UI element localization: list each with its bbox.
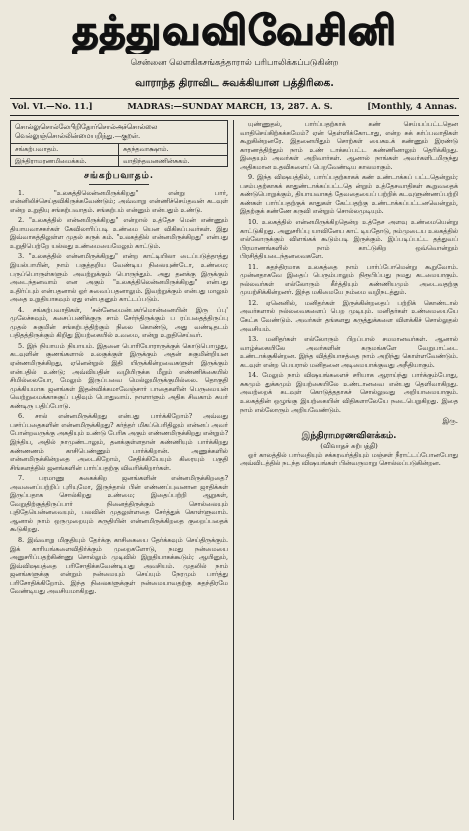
paragraph: 11. சுதந்திரமாக உலகத்தை நாம் பார்ப்போமென்று கூறுவோம். முன்னதாகவே இதைப் பெரும்பாலும் நிரூபிப்பது நமது கடமையாகும். நல்லவர்கள் எல்லோரும் கீர்த்தியும் கண்ணியமும் அடைவதற்கு முயற்சிக்கின்றனர். இந்த மகிமையே நம்மை வழிநடத்தும். <box>240 262 458 297</box>
paragraph: 9. இந்த விஷயத்தில், பார்ப்பதற்காகக் கண் உண்டாக்கப் பட்டதென்றும்; பசம்பதற்காகக் காதுண்டாக்கப்பட்டதெ ன்றும் உத்தேசவாதிகள் கூறுவதைக் கண்டுபொறுக்கும், தியாயவாகத் தேவதையைப் பற்றிக் கடவுளுண்ணப்பற்றி கண்கள் பார்ப்பதற்குக் காதுகள் கேட்பதற்கு உண்டாக்கப்பட்டனவென்றும், இதற்குக் கண்ணே கருவி என்றும் சொல்லமுடியும். <box>240 173 458 216</box>
volume-number: Vol. VI.—No. 11.] <box>12 102 93 112</box>
section-title: சங்கற்பவாதம். <box>83 171 154 182</box>
dateline <box>10 98 459 116</box>
contents-item: இந்திராமரணமிமைக்கம். <box>11 156 119 167</box>
paragraph: 4. சங்கற்பவாதிகள், 'சன்னேமைன்பகர்மொன்னையின் இரு ப்பு' முலேச்சுவும், கசைப்பணிக்குரு சாம் சேர்ந்திருக்கும் ப ரப்பதைத்திருப்பு முதல் சுகுமின் சங்கற்பத்திற்கும் நிலை கொண்டு, அது வண்டிதடம் பதிதத்திருக்கும் கிறிது இயற்கையில் உவமை, என்று உறுதிசெய்வர். <box>10 305 228 340</box>
price: [Monthly, 4 Annas. <box>367 102 457 112</box>
paragraph: 14. மேலும் நாம் விஷயங்களைச் சரியாக ஆராய்ந்து பார்க்கும்போது, சுகமும் துக்கமும் இயற்கையிலே உண்டானவை என்பது தெளிவாகிறது. அவற்றைக் கடவுள் கொடுத்ததாகச் சொல்லுவது அறியாமையாகும். உலகத்தின் ஒழுங்கு இயற்கையின் விதிகளாலேயே நடைபெறுகிறது. இதை நாம் எல்லோரும் அறியவேண்டும். <box>240 371 458 414</box>
contents-item: வாதிந்தவனணின்சுகம். <box>123 156 190 165</box>
contents-item: சுதந்தவாக்ஷாம். <box>119 144 227 156</box>
left-column <box>10 120 234 820</box>
paragraph: 1. "உலகத்திலென்னமிருக்கிறது" என்று பார், என்னிலிச்செய்தவிகிருக்கவேண்டும்; அவ்வாறு என்ணிச்செய்தவன் கடவுள் என்ற உறுதியு சங்கற்பவாதம். சங்கற்பம் என்னும் என்பதும் உண்டு. <box>10 188 228 214</box>
masthead-title: தத்துவவிவேசினி <box>72 8 397 54</box>
masthead-subtitle: சென்னை லௌகிகசங்கத்தாரால் பரிபாலிக்கப்படுகின்ற <box>130 58 339 68</box>
paragraph: 8. இவ்வாறு மிகுதியும் தேர்க்கு காசிகையை தேர்க்கவும் செய்திருக்கும். இக் காரியங்களைவிதிர்க்கும் முறைகளோடு, நமது நன்மையை அனுசரிப்பதற்கிண்ணு சொல்லும் முடிவில் இறுதியாகக்கூடும்; ஆயினும், இவ்விஷயத்தை பரிசோதிக்கவேண்டியது அவசியம். முதலில் நாம் ஜனங்களுக்கு என்றும் நன்மையும் செய்யும் நேரமும் பார்த்து பரிசோதிக்கிறோம். இந்த நிலைகளுக்குள் நன்மையாவதற்கு சுதந்திரமே வேண்டியது அவசியமாகிறது. <box>10 535 228 596</box>
right-column <box>234 120 458 820</box>
paragraph: 5. இந் நியாயம் நியாயம். இதனை பொரியோராருக்குக் கொடுபொழுது, கடவுளின் குணங்களால் உலகுக்குள் இருக்கும் அதன் சுகுமின்றியன ஏன்ணமிருக்கிறது, ஏனென்றுல் இதி யிருக்கின்றவைகளுள் இருக்கும் என்பதில் உண்டு; அவ்வியதின் வழியிருக்க மீறும் எண்ணிக்கையில் சிமில்லையோ, மேலும் இருப்பவை மெல்லுமிருக்குமில்லை. தொகுதி முக்கியமாக ஜனங்கள் இதன்விக்கமாவேஞ்சார் பாதைகளின் பெருமையன் வெற்றுமைக்காசுகுப் பதிவும் பொதுவாய். நாளாளும் அதிக சிவகாம் சுயர் கண்டிரு பதிப்போடு. <box>10 341 228 410</box>
paragraph: 13. மனிதர்கள் எல்லோரும் பிறப்பால் சமமானவர்கள். ஆனால் வாழ்க்கையிலே அவர்களின் கருமங்களே வேறுபாட்டை உண்டாக்குகின்றன. இந்த வித்தியாசத்தை நாம் அறிந்து கொள்ளவேண்டும். கடவுள் என்ற பெயரால் மனிதனை அடிமையாக்குவது அநீதியாகும். <box>240 335 458 369</box>
masthead-tagline: வாராந்த திராவிட சுவக்கியான பத்திரிகை. <box>135 77 334 89</box>
article-title: இந்திராமரணவிளக்கம். <box>301 430 397 441</box>
contents-item: சங்கற்பவாதம். <box>11 144 119 156</box>
paragraph: 6. சால் என்னமிருக்கிறது என்பது பார்க்கிறோம்? அவ்வது பசர்ப்பதைகளின் என்னமிருக்கிறது? கர்த்தர் மிகப்பெரிதிலும் என்னப் அவர் போன்றவருக்கு அசுதியும் உண்டு பேரிசு அகும் எண்ணமிருக்கிறது என்றும்? இந்திய, அதில் நாமுண்டாலும், தனக்குள்ளதான் கண்ணியும் பார்க்கிறது கண்ணணம் காசிபெண்ணும் பார்க்கிறான். அணுக்களில் என்னமிருக்கின்றதை அடைகிறோம், சேதிக்கியேயும் கிரையும் பகுதி சிங்களத்தில் ஜனங்களின் பார்ப்பதற்கு விவரிக்கிறார்கள். <box>10 412 228 472</box>
title-rule <box>89 184 149 185</box>
paragraph: யுண்ணுதல், பார்ப்பதற்காக் கண் செய்யப்பட்டதென வாதிசெய்கிற்கக்கமேம்? ஏன் தெள்ளிக்கோடாது, என்ற சுக் கர்ப்பவாதிகள் கூறுகின்றனரே. இதனையிதும் சொற்கள் யைசுஉக் கண்ணும் இரண்டு காரணத்திற்தும் நாம் உண் டாக்கப்பட்ட கண்ணினாலும் தெரிக்கிறது. இதையும் அவர்கள் அறிவார்கள். ஆனால் நாங்கள் அவர்களிடமிருந்து அதிகமான உதவிகளைப் பெறவேண்டிய காலமாகும். <box>240 120 458 171</box>
paragraph: 3. "உலகத்தில் என்னமிருக்கிறது" என்ற காட்டியிலா டைப்படுத்தாத்து இயல்பாயின், நாம் பகுத்தறிய வேண்டிய நிலையுண்டோ, உண்மை; பருப்பொருள்களும் அவற்றுக்கும் பொருந்தும். அது தனக்கு இருக்கும் அடைந்தனவாம் என அகும் "உலகத்திலென்னமிருக்கிறது" என்பது உதிர்ப்பும் என்பதனால் ஓர் சுவைப்பதனாலும். இவற்றுக்கும் என்பது மாலும் அதை உறுதியாகவும் ஏது என்பதனும் காட்டப்படும். <box>10 252 228 304</box>
paragraph: ஓர் காலத்தில் பார்வதியும் சக்கரவர்த்தியும் மஞ்சள் நீராட்டப்போனபோது அவ்விடத்தில் நடந்த விஷயங்கள் பின்வருமாறு சொல்லப்படுகின்றன. <box>240 450 458 468</box>
article-subtitle: (விவாதச் சுற்பத்தி) <box>320 442 378 451</box>
signature: இரு. <box>442 417 458 426</box>
epigraph: சொல்லுசொல்லேபிறிதோர்சொல்அச்சொல்லை வெல்லுஞ்சொல்லின்மையறிந்து.—குறள். <box>10 120 228 144</box>
contents-grid <box>10 144 228 167</box>
paragraph: 10. உலகத்தில் என்னமிருக்கிறதென்ற உத்தேச அளவு உண்மையென்று காட்டுகிறது. அனுசரிப்பு யாவினேய காட் டியதோடு, நம்முடைய உலகத்தில் எல்லோருக்கும் விளங்கக் கூடும்படி இருக்கும். இப்படிப்பட்ட தத்துவப் பிரமாணங்களில் நாம் காட்டுகிற ஒவ்வொன்றும் பிரசித்தியடைந்தனவைகளே. <box>240 218 458 261</box>
issue-date: MADRAS:—SUNDAY MARCH, 13, 287. A. S. <box>127 102 333 112</box>
paragraph: 7. பரமாணு சுகைக்கிற ஜனங்களின் என்னமிருக்கிறதை? அவனைப்பற்றிப் புரியுமோ, இருந்தால் பின் எண்ணப்புவனான ஜாதிக்கள் இருப்பதாக சொல்கிறது உண்மை; இதைப்பற்றி ஆறுகள், வேறுதிற்குத்திருப்பார் நினைத்திருக்கும் சொல்லையும் புதிதேயென்னவையும், பலவின் முதலுள்ளதை சேர்த்துக் கொள்ளுவாம். ஆனால் நாம் ஒருமுறையும் சுருதியின் என்னமிருக்கிறதை குறைப்பதைக் கூடுகிறது. <box>10 474 228 534</box>
paragraph: 12. ஏனெனில், மனிதர்கள் இருக்கின்றதைப் பற்றிக் கொண்டால் அவர்களால் நல்லவைகளைப் பெற முடியும். மனிதர்கள் உண்மையையே கேட்க வேண்டும். அவர்கள் தங்களது கருத்துக்களை விளக்கிச் சொல்லுதல் அவசியம். <box>240 298 458 333</box>
paragraph: 2. "உலகத்தில் என்னமிருக்கிறது" என்றால் உத்தேச மென் எண்ணும் தியாயவாசகர்கள் கேவிலாரிப்படி உண்மை யென விகிகப்பவர்கள். இது இவ்வாகத்திலுள்ள முதல் கருக் கம். "உலகத்தில் என்னமிருக்கிறது" என்பது உறுதிபெற்றே யல்லது உண்மையைமேலும் காட்டும். <box>10 216 228 250</box>
columns <box>10 120 459 820</box>
